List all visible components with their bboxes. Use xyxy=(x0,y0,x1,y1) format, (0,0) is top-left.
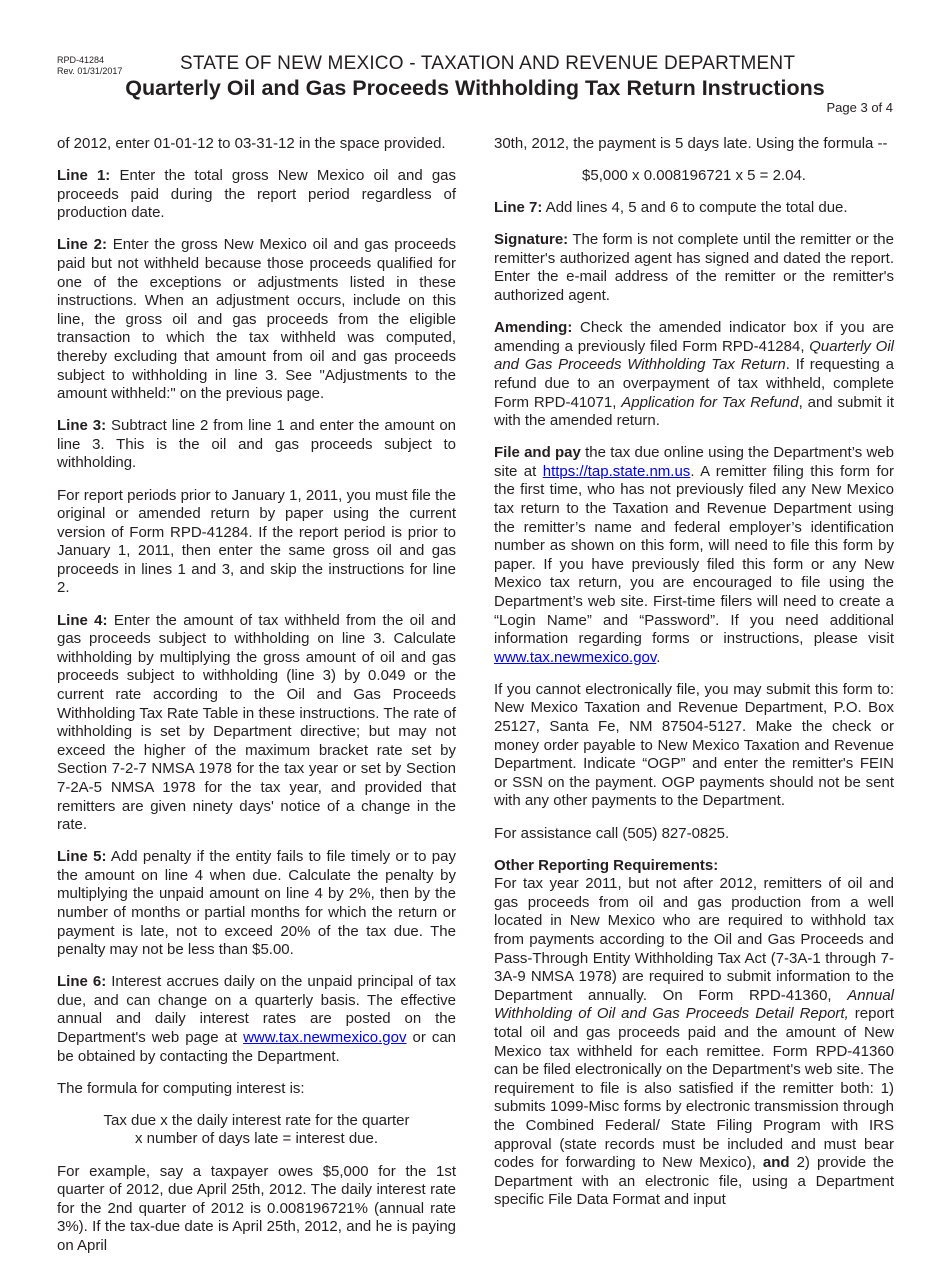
paragraph-example-continued: 30th, 2012, the payment is 5 days late. Using the formula -- xyxy=(494,135,888,152)
paragraph-line6 xyxy=(57,973,456,1066)
form-number: RPD-41284 xyxy=(57,55,105,65)
line4-text: Enter the amount of tax withheld from the oil and gas proceeds subject to withholding on line 3. Calculate withholding by multiplying the gross amount of oil and gas proceeds subject to withholding (line 3) by 0.049 or the current rate according to the Oil and Gas Proceeds Withholding Tax Rate Table in these instructions. The rate of withholding is set by Department directive; but may not exceed the higher of the maximum bracket rate set by Section 7-2-7 NMSA 1978 for the tax year or set by Section 7-2A-5 NMSA 1978 for the tax year, and provided that remitters are given ninety days' notice of a change in the rate. xyxy=(57,611,456,834)
tap-website-link[interactable]: https://tap.state.nm.us xyxy=(542,462,691,480)
amending-text-3: , and submit it with the amended return. xyxy=(494,393,894,430)
line2-label: Line 2: xyxy=(57,236,107,254)
paragraph-mail: If you cannot electronically file, you may submit this form to: New Mexico Taxation and Revenue Department, P.O. Box 25127, Santa Fe, NM 87504-5127. Make the check or money order payable to New Mexico Taxation and Revenue Department. Indicate “OGP” and enter the remitter's FEIN or SSN on the payment. OGP payments should not be sent with any other payments to the Department. xyxy=(494,680,894,810)
revision-date: Rev. 01/31/2017 xyxy=(57,66,123,76)
other-heading-text: Other Reporting Requirements: xyxy=(494,856,719,874)
line5-text: Add penalty if the entity fails to file timely or to pay the amount on line 4 when due. Calculate the penalty by multiplying the unpaid amount on line 4 by 2%, then by the number of months or partial months for which the return or payment is late, not to exceed 20% of the tax due. The penalty may not be less than $5.00. xyxy=(57,848,456,959)
other-text-2: report total oil and gas proceeds paid and the amount of New Mexico tax withheld for each remittee. Form RPD-41360 can be filed electronically on the Department's web site. The requirement to file is also satisfied if the remitter both: 1) submits 1099-Misc forms by electronic transmission through the Combined Federal/ State Filing Program with IRS approval (state records must be included and must bear codes for forwarding to New Mexico), xyxy=(494,1005,894,1172)
paragraph-period: of 2012, enter 01-01-12 to 03-31-12 in the space provided. xyxy=(57,135,446,152)
paragraph-line7 xyxy=(494,199,894,218)
formula-intro: The formula for computing interest is: xyxy=(57,1079,305,1097)
other-text-3: 2) provide the Department with an electronic file, using a Department specific File Data Format and input xyxy=(494,1154,895,1209)
line4-label: Line 4: xyxy=(57,611,108,629)
line3-text: Subtract line 2 from line 1 and enter the amount on line 3. This is the oil and gas proceeds subject to withholding. xyxy=(57,417,457,472)
tax-website-link[interactable]: www.tax.newmexico.gov xyxy=(243,1029,407,1047)
example-formula: $5,000 x 0.008196721 x 5 = 2.04. xyxy=(582,167,806,185)
line7-text: Add lines 4, 5 and 6 to compute the total due. xyxy=(542,199,848,217)
paragraph-line3 xyxy=(57,417,456,473)
paragraph-example: For example, say a taxpayer owes $5,000 for the 1st quarter of 2012, due April 25th, 2012. The daily interest rate for the 2nd quarter of 2012 is 0.008196721% (annual rate 3%). If the tax-due date is April 25th, 2012, and he is paying on April xyxy=(57,1162,456,1254)
line3-label: Line 3: xyxy=(57,417,107,435)
paragraph-other-requirements xyxy=(494,875,894,1210)
line6-text-end: or can be obtained by contacting the Department. xyxy=(57,1029,456,1065)
file-text: the tax due online using the Department’s web site at xyxy=(494,444,894,480)
page-number: Page 3 of 4 xyxy=(826,100,893,115)
paragraph-line5 xyxy=(57,848,456,960)
line7-label: Line 7: xyxy=(494,199,543,217)
amending-text-2: . If requesting a refund due to an overpayment of tax withheld, complete Form RPD-41071, xyxy=(494,356,894,411)
amending-label: Amending: xyxy=(494,319,573,337)
amending-form-title: Quarterly Oil and Gas Proceeds Withholding Tax Return xyxy=(494,337,894,374)
signature-text: The form is not complete until the remitter or the remitter's authorized agent has signed and dated the report. Enter the e-mail address of the remitter or the remitter's authorized agent. xyxy=(494,231,894,305)
other-and: and xyxy=(762,1154,790,1172)
line5-label: Line 5: xyxy=(57,848,107,866)
line2-text: Enter the gross New Mexico oil and gas proceeds paid but not withheld because those proceeds qualified for one of the exceptions or adjustments listed in these instructions. When an adjustment occurs, include on this line, the gross oil and gas proceeds from the eligible transaction to which the tax withheld was computed, thereby excluding that amount from oil and gas proceeds subject to withholding in line 3. See "Adjustments to the amount withheld:" on the previous page. xyxy=(57,236,457,403)
paragraph-file-and-pay xyxy=(494,444,894,667)
amending-text: Check the amended indicator box if you are amending a previously filed Form RPD-41284, xyxy=(494,319,894,355)
paragraph-amending xyxy=(494,319,894,431)
form-id xyxy=(57,55,122,77)
paragraph-line4 xyxy=(57,612,456,835)
file-and-pay-label: File and pay xyxy=(494,444,581,462)
line6-label: Line 6: xyxy=(57,973,107,991)
right-column xyxy=(494,135,894,1223)
refund-form-title: Application for Tax Refund xyxy=(621,393,799,411)
formula-line-2: x number of days late = interest due. xyxy=(134,1130,379,1148)
paragraph-line1 xyxy=(57,167,456,223)
page-title: Quarterly Oil and Gas Proceeds Withholding Tax Return Instructions xyxy=(125,76,825,100)
left-column xyxy=(57,135,456,1269)
detail-report-title: Annual Withholding of Oil and Gas Proceeds Detail Report, xyxy=(494,986,894,1023)
other-text: For tax year 2011, but not after 2012, remitters of oil and gas proceeds from oil and gas production from a well located in New Mexico who are required to withhold tax from payments according to the Oil and Gas Proceeds and Pass-Through Entity Withholding Tax Act (7-3A-1 through 7-3A-9 NMSA 1978) are required to submit information to the Department annually. On Form RPD-41360, xyxy=(494,875,894,1004)
paragraph-line2 xyxy=(57,236,456,403)
formula-line-1: Tax due x the daily interest rate for the quarter xyxy=(103,1111,410,1129)
signature-label: Signature: xyxy=(494,231,569,249)
line1-label: Line 1: xyxy=(57,167,111,185)
paragraph-assistance: For assistance call (505) 827-0825. xyxy=(494,824,730,842)
tax-website-link-2[interactable]: www.tax.newmexico.gov xyxy=(494,648,657,666)
file-text-3: . xyxy=(656,648,661,666)
paragraph-signature xyxy=(494,231,894,305)
interest-formula xyxy=(57,1112,456,1149)
line6-text: Interest accrues daily on the unpaid principal of tax due, and can change on a quarterly basis. The effective annual and daily interest rates are posted on the Department's web page at xyxy=(57,973,456,1047)
agency-name: STATE OF NEW MEXICO - TAXATION AND REVENUE DEPARTMENT xyxy=(180,53,796,74)
other-requirements-heading xyxy=(494,857,894,876)
paragraph-prior-2011: For report periods prior to January 1, 2011, you must file the original or amended return by paper using the current version of Form RPD-41284. If the report period is prior to January 1, 2011, then enter the same gross oil and gas proceeds in lines 1 and 3, and skip the instructions for line 2. xyxy=(57,486,456,597)
file-text-2: . A remitter filing this form for the first time, who has not previously filed any New Mexico tax return to the Taxation and Revenue Department using the remitter’s name and federal employer’s identification number as shown on this form, will need to file this form by paper. If you have previously filed this form or any New Mexico tax return, you are encouraged to file using the Department’s web site. First-time filers will need to create a “Login Name” and “Password”. If you need additional information regarding forms or instructions, please visit xyxy=(494,462,894,648)
line1-text: Enter the total gross New Mexico oil and gas proceeds paid during the report period regardless of production date. xyxy=(57,167,456,222)
